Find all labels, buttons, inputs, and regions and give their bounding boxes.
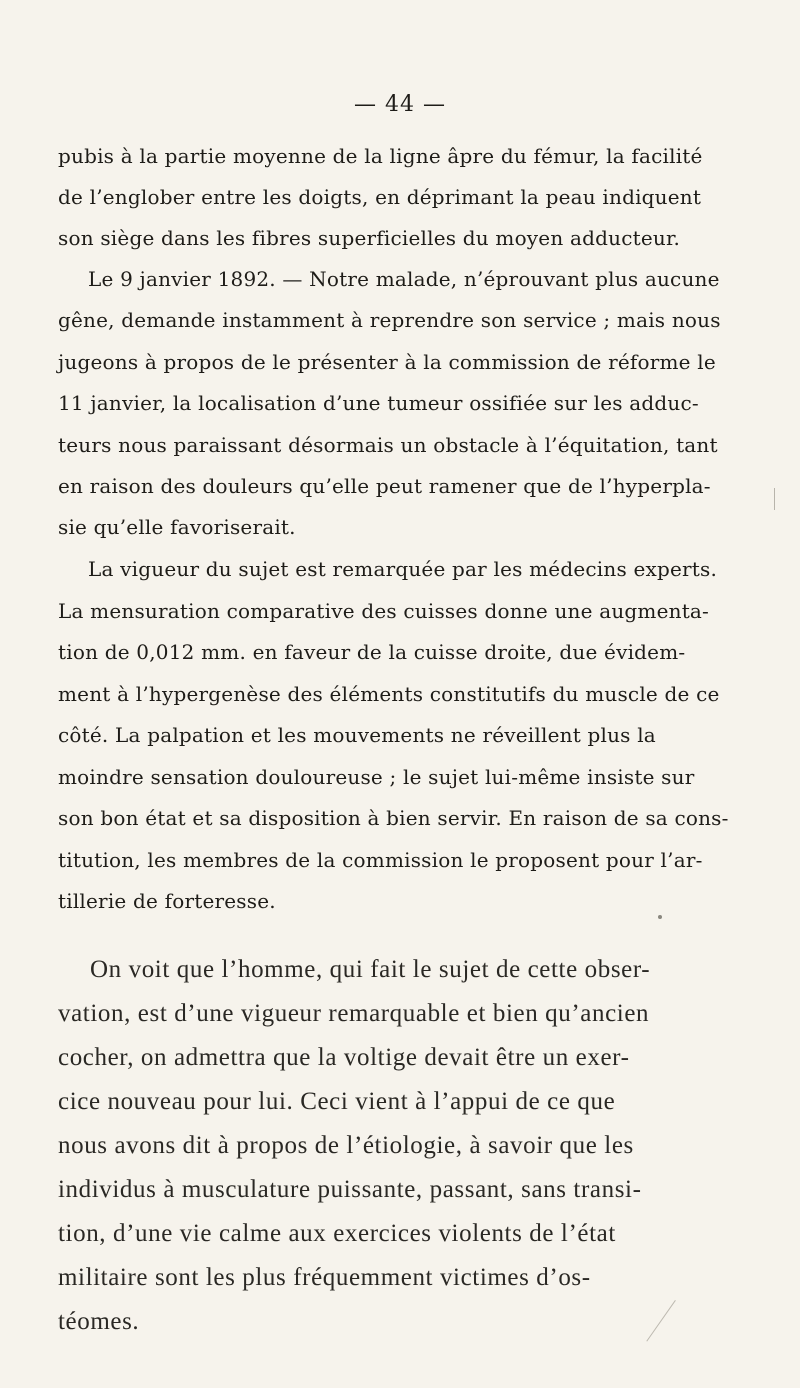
paragraph-3-line-9: tillerie de forteresse. bbox=[58, 889, 276, 913]
paragraph-3-line-4: ment à l’hypergenèse des éléments constitutifs du muscle de ce bbox=[58, 682, 720, 706]
paragraph-4-line-2: vation, est d’une vigueur remarquable et bien qu’ancien bbox=[58, 1000, 650, 1027]
paragraph-3-line-5: côté. La palpation et les mouvements ne réveillent plus la bbox=[58, 723, 656, 747]
paragraph-4-line-6: individus à musculature puissante, passant, sans transi- bbox=[58, 1176, 642, 1203]
paragraph-3-line-1: La vigueur du sujet est remarquée par les médecins experts. bbox=[88, 557, 718, 581]
paragraph-2-line-5: teurs nous paraissant désormais un obstacle à l’équitation, tant bbox=[58, 433, 718, 457]
paragraph-3-line-7: son bon état et sa disposition à bien servir. En raison de sa cons- bbox=[58, 806, 729, 830]
paragraph-1-line-3: son siège dans les fibres superficielles du moyen adducteur. bbox=[58, 226, 681, 250]
paragraph-2-line-1: Le 9 janvier 1892. — Notre malade, n’éprouvant plus aucune bbox=[88, 267, 720, 291]
paragraph-4-line-8: militaire sont les plus fréquemment victimes d’os- bbox=[58, 1264, 591, 1291]
paragraph-2-line-3: jugeons à propos de le présenter à la commission de réforme le bbox=[58, 350, 716, 374]
margin-mark bbox=[768, 488, 775, 510]
paragraph-2-line-6: en raison des douleurs qu’elle peut ramener que de l’hyperpla- bbox=[58, 474, 711, 498]
paragraph-4-line-7: tion, d’une vie calme aux exercices violents de l’état bbox=[58, 1220, 616, 1247]
paragraph-1-line-1: pubis à la partie moyenne de la ligne âpre du fémur, la facilité bbox=[58, 144, 703, 168]
paragraph-4-line-4: cice nouveau pour lui. Ceci vient à l’appui de ce que bbox=[58, 1088, 616, 1115]
paragraph-3-line-8: titution, les membres de la commission le proposent pour l’ar- bbox=[58, 848, 703, 872]
paragraph-2-line-4: 11 janvier, la localisation d’une tumeur ossifiée sur les adduc- bbox=[58, 391, 699, 415]
paragraph-2-line-2: gêne, demande instamment à reprendre son service ; mais nous bbox=[58, 308, 721, 332]
paragraph-1-line-2: de l’englober entre les doigts, en déprimant la peau indiquent bbox=[58, 185, 702, 209]
paragraph-3-line-3: tion de 0,012 mm. en faveur de la cuisse droite, due évidem- bbox=[58, 640, 686, 664]
page-number: — 44 — bbox=[354, 92, 446, 117]
paragraph-4-line-5: nous avons dit à propos de l’étiologie, à savoir que les bbox=[58, 1132, 634, 1159]
paragraph-4-line-9: téomes. bbox=[58, 1308, 140, 1335]
page-crease bbox=[646, 1300, 675, 1342]
paragraph-3-line-6: moindre sensation douloureuse ; le sujet lui-même insiste sur bbox=[58, 765, 695, 789]
paragraph-2-line-7: sie qu’elle favoriserait. bbox=[58, 515, 296, 539]
paragraph-4-line-3: cocher, on admettra que la voltige devait être un exer- bbox=[58, 1044, 630, 1071]
paragraph-4-line-1: On voit que l’homme, qui fait le sujet de cette obser- bbox=[90, 956, 651, 983]
paragraph-3-line-2: La mensuration comparative des cuisses donne une augmenta- bbox=[58, 599, 710, 623]
ink-speck bbox=[658, 915, 662, 919]
